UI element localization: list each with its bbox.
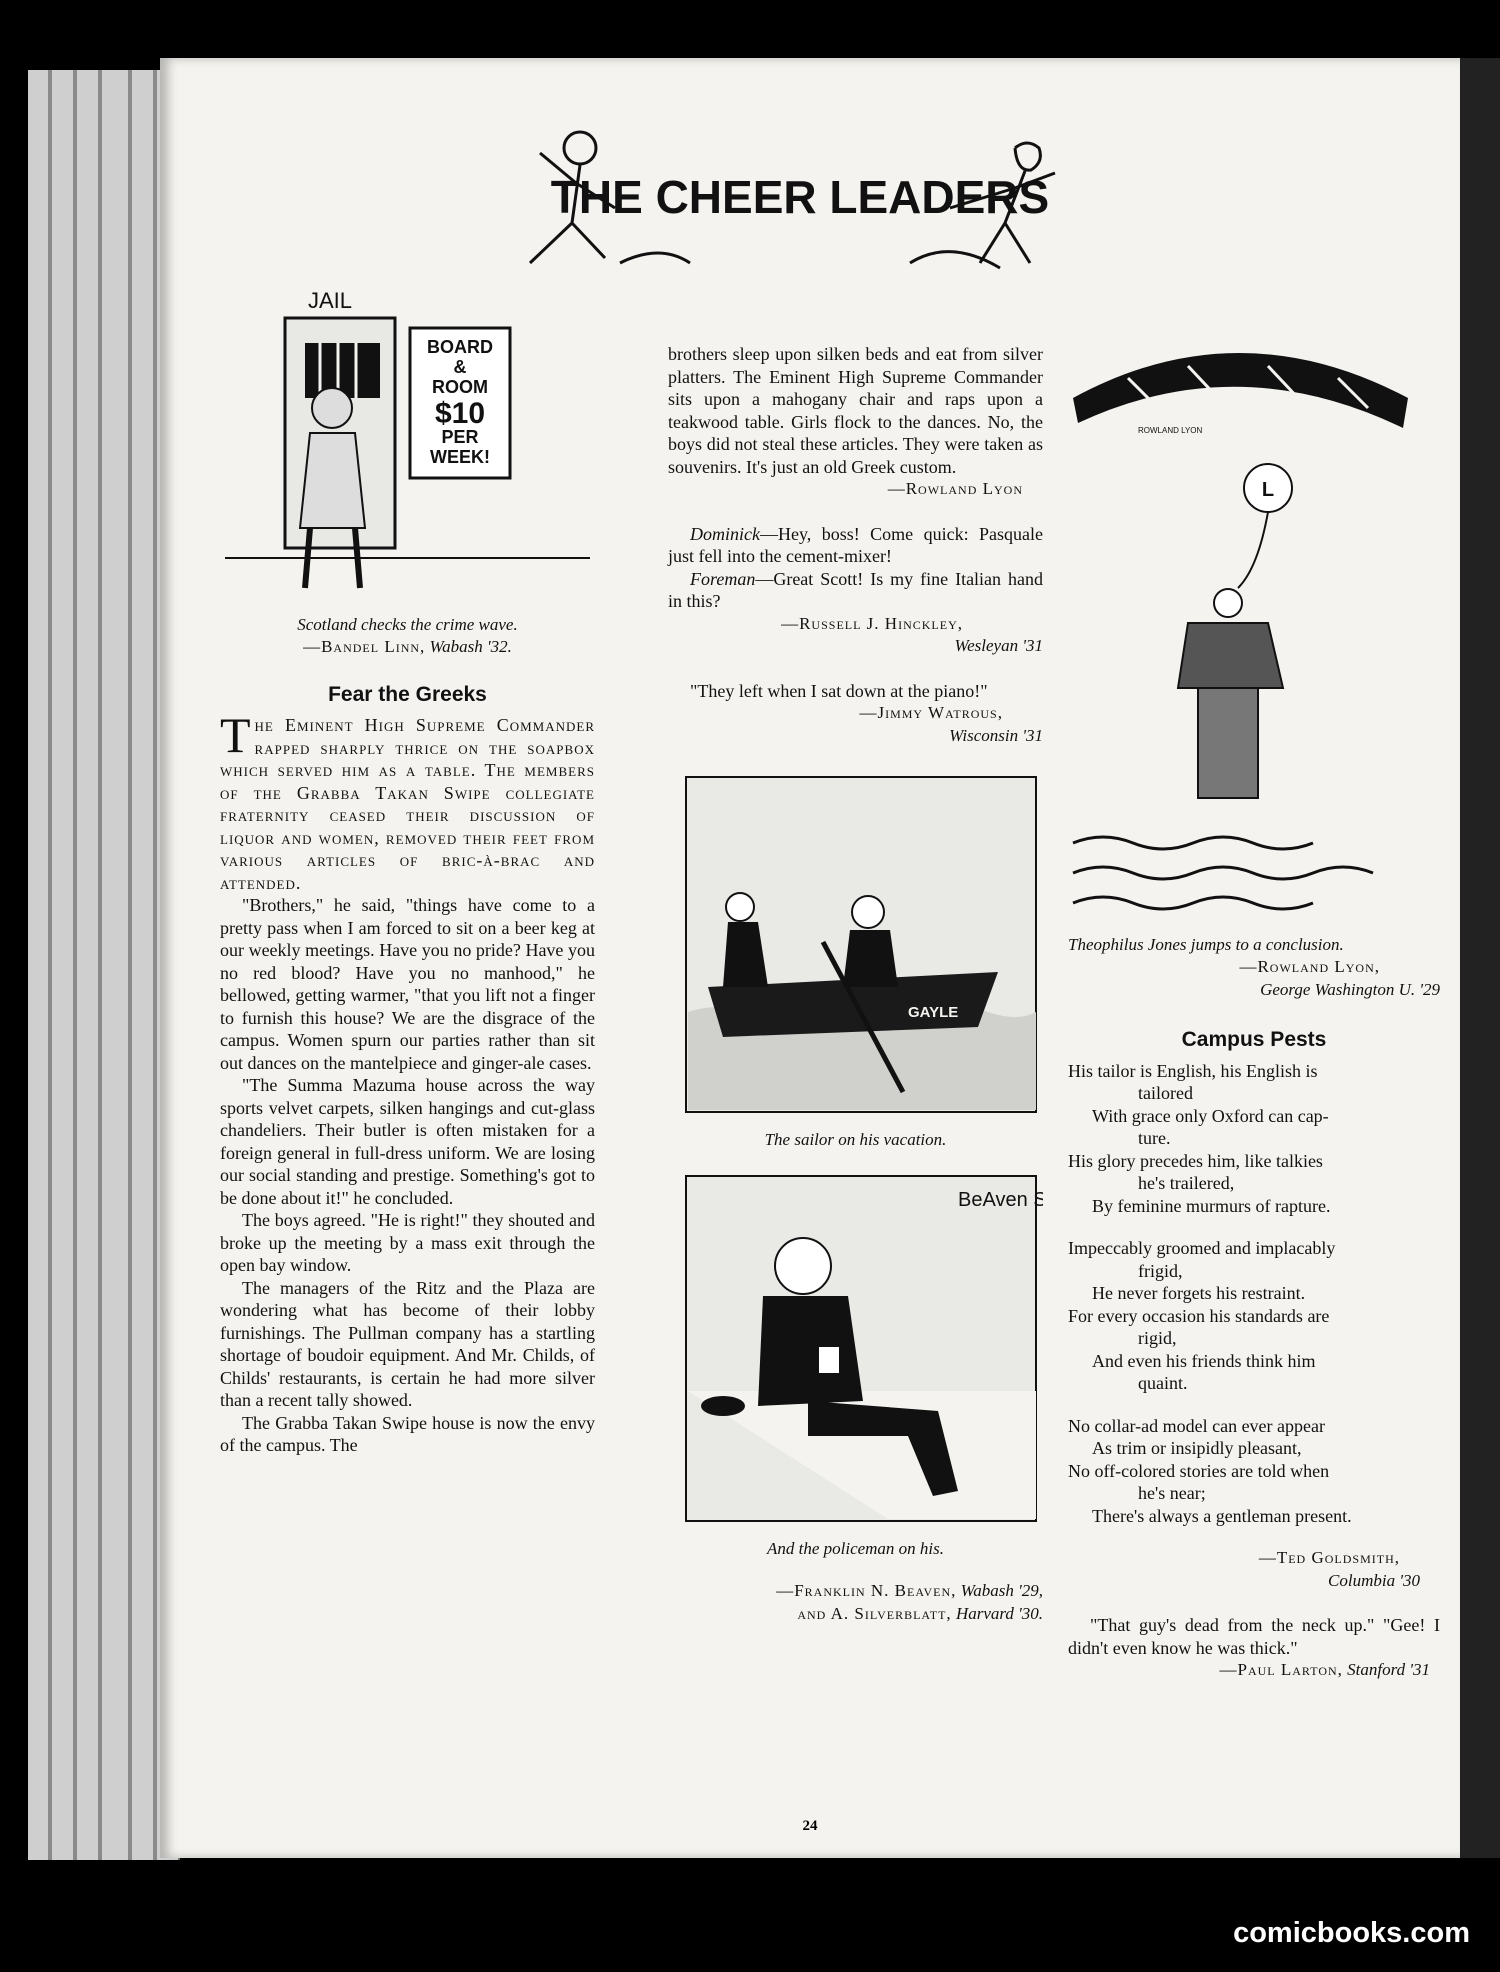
cartoonist-signature: BeAven S — [958, 1189, 1043, 1211]
article-paragraph-5: The managers of the Ritz and the Plaza are wondering what has become of their lobby furnishings. The Pullman company has a startling shortage of boudoir equipment. And Mr. Childs, of Childs' restaurants, is certain he had more silver than a recent tally showed. — [220, 1277, 595, 1410]
poem-line: he's trailered, — [1138, 1173, 1235, 1193]
poem-line: ture. — [1138, 1128, 1171, 1148]
poem-stanza — [1068, 1415, 1440, 1528]
page-number: 24 — [802, 1818, 818, 1834]
poem-line: For every occasion his standards are — [1068, 1305, 1330, 1326]
boat-cartoon-credit-1: —Franklin N. Beaven, Wabash '29, — [776, 1581, 1043, 1600]
dialog-credit-name: —Russell J. Hinckley, — [781, 613, 963, 633]
article-paragraph-3: "The Summa Mazuma house across the way sports velvet carpets, silken hangings and cut-glass chandeliers. Their butler is often mistaken for a foreign general in full-dress uniform. We are losing our social standing and prestige. Something's got to be done about it!" he concluded. — [220, 1075, 595, 1208]
poem-line: And even his friends think him — [1092, 1350, 1316, 1371]
dialog-joke — [668, 523, 1043, 613]
poem-line: Impeccably groomed and implacably — [1068, 1238, 1336, 1258]
article-paragraph-6: The Grabba Takan Swipe house is now the envy of the campus. The — [220, 1412, 595, 1455]
jump-caption: Theophilus Jones jumps to a conclusion. — [1068, 934, 1344, 954]
last-credit: —Paul Larton, Stanford '31 — [1219, 1660, 1430, 1679]
book-right-edge — [1460, 58, 1500, 1858]
boat-cartoon-credit-2: and A. Silverblatt, Harvard '30. — [797, 1603, 1043, 1623]
piano-quote: "They left when I sat down at the piano!" — [690, 680, 988, 701]
poem-credit-name: —Ted Goldsmith, — [1258, 1548, 1400, 1567]
jump-credit-name: —Rowland Lyon, — [1239, 957, 1380, 976]
column-left — [220, 288, 595, 1457]
column-middle — [668, 343, 1043, 1625]
policeman-caption: And the policeman on his. — [766, 1538, 945, 1558]
dialog-credit-school: Wesleyan '31 — [954, 636, 1043, 655]
article-paragraph-1: The Eminent High Supreme Commander rapped sharply thrice on the soapbox which served him as a table. The members of the Grabba Takan Swipe collegiate fraternity ceased their discussion of liquor and women, removed their feet from various articles of bric-à-brac and attended. — [220, 707, 595, 893]
bridge-jump-cartoon — [1068, 338, 1440, 928]
last-quote: "That guy's dead from the neck up." "Gee! I didn't even know he was thick." — [1068, 1615, 1440, 1658]
watermark: comicbooks.com — [1233, 1917, 1470, 1949]
board-sign-line: WEEK! — [430, 447, 490, 467]
dialog-line-2: Foreman—Great Scott! Is my fine Italian hand in this? — [668, 568, 1043, 611]
article-title: Fear the Greeks — [328, 682, 487, 706]
sailor-boat-cartoon — [668, 772, 1043, 1117]
sailor-caption: The sailor on his vacation. — [764, 1129, 947, 1149]
poem-title: Campus Pests — [1181, 1028, 1327, 1051]
poem-line: By feminine murmurs of rapture. — [1092, 1195, 1331, 1216]
jail-cartoon — [220, 288, 595, 608]
poem-line: frigid, — [1138, 1260, 1183, 1281]
jail-cartoon-credit: —Bandel Linn, Wabash '32. — [303, 637, 512, 656]
boat-name: GAYLE — [908, 1004, 959, 1021]
poem-campus-pests — [1068, 1060, 1440, 1528]
balloon-letter: L — [1261, 479, 1275, 501]
poem-line: rigid, — [1138, 1328, 1177, 1348]
board-sign-line: PER — [441, 427, 479, 447]
board-sign-line: & — [453, 357, 467, 377]
poem-line: he's near; — [1138, 1483, 1206, 1503]
column-right — [1068, 338, 1440, 1682]
poem-line: No off-colored stories are told when — [1068, 1460, 1330, 1481]
poem-line: quaint. — [1138, 1373, 1188, 1393]
poem-line: As trim or insipidly pleasant, — [1092, 1438, 1302, 1458]
poem-credit-school: Columbia '30 — [1328, 1570, 1420, 1590]
jail-cartoon-caption: Scotland checks the crime wave. — [297, 614, 518, 634]
poem-line: No collar-ad model can ever appear — [1068, 1415, 1326, 1436]
cheer-leaders-title-art — [510, 113, 1090, 298]
poem-stanza — [1068, 1060, 1440, 1218]
poem-line: His glory precedes him, like talkies — [1068, 1150, 1323, 1171]
article-paragraph-4: The boys agreed. "He is right!" they shouted and broke up the meeting by a mass exit through the open bay window. — [220, 1210, 595, 1275]
continuation-credit: —Rowland Lyon — [887, 479, 1023, 498]
board-sign-line: ROOM — [432, 377, 488, 397]
board-sign-line: $10 — [434, 397, 486, 430]
book-page-edges — [28, 70, 180, 1860]
article-paragraph-2: "Brothers," he said, "things have come to a pretty pass when I am forced to sit on a beer keg at our weekly meetings. Have you no pride? Have you no red blood? Have you no manhood," he bellowed, getting warmer, "that you lift not a finger to furnish this house? We are the disgrace of the campus. Women spurn our parties rather than sit out dances on the mantelpiece and ginger-ale cases. — [220, 895, 595, 1073]
dialog-line-1: Dominick—Hey, boss! Come quick: Pasquale just fell into the cement-mixer! — [668, 523, 1043, 566]
magazine-page — [160, 58, 1460, 1858]
poem-line: His tailor is English, his English is — [1068, 1060, 1318, 1081]
bridge-sign: ROWLAND LYON — [1138, 426, 1203, 435]
policeman-cartoon — [668, 1171, 1043, 1526]
poem-stanza — [1068, 1237, 1440, 1395]
poem-line: tailored — [1138, 1083, 1193, 1103]
drop-cap: T — [220, 707, 251, 763]
poem-line: With grace only Oxford can cap- — [1092, 1105, 1329, 1126]
board-room-sign — [427, 337, 493, 467]
article-continuation: brothers sleep upon silken beds and eat from silver platters. The Eminent High Supreme Commander sits upon a mahogany chair and raps upon a teakwood table. Girls flock to the dances. No, the boys did not steal these articles. They were taken as souvenirs. It's just an old Greek custom. — [668, 344, 1043, 477]
jump-credit-school: George Washington U. '29 — [1260, 979, 1440, 999]
poem-line: He never forgets his restraint. — [1092, 1283, 1306, 1303]
board-sign-line: BOARD — [427, 337, 493, 357]
piano-credit-school: Wisconsin '31 — [949, 725, 1043, 745]
title-art-lettering: THE CHEER LEADERS — [550, 171, 1050, 223]
piano-credit-name: —Jimmy Watrous, — [859, 703, 1003, 722]
poem-line: There's always a gentleman present. — [1092, 1505, 1352, 1526]
jail-sign-text: JAIL — [307, 288, 353, 313]
